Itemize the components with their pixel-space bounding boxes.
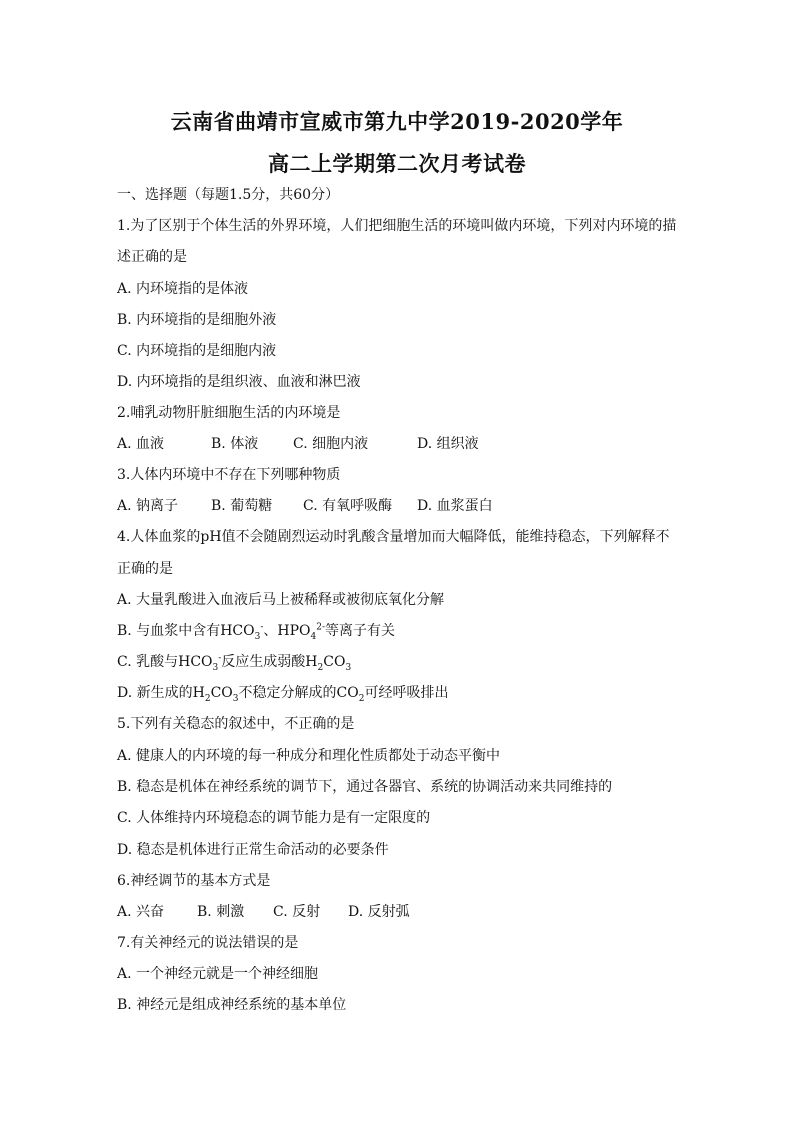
q4-b-text-1: B. 与血浆中含有HCO bbox=[117, 623, 255, 639]
q4-c-sub-3: 3 bbox=[212, 662, 219, 673]
q6-stem: 6.神经调节的基本方式是 bbox=[117, 873, 271, 889]
q4-b-sup-minus: - bbox=[260, 622, 264, 633]
q4-c-text-2: 反应生成弱酸H bbox=[221, 654, 318, 670]
exam-title-line2: 高二上学期第二次月考试卷 bbox=[268, 151, 526, 176]
q2-option-a: A. 血液 bbox=[117, 436, 165, 452]
q6-option-b: B. 刺激 bbox=[197, 904, 245, 920]
q1-option-b: B. 内环境指的是细胞外液 bbox=[117, 312, 277, 328]
q4-c-text-3: CO bbox=[323, 654, 346, 670]
q4-option-b bbox=[117, 621, 395, 641]
q7-option-b: B. 神经元是组成神经系统的基本单位 bbox=[117, 997, 347, 1013]
q3-option-c: C. 有氧呼吸酶 bbox=[303, 498, 393, 514]
q6-options bbox=[117, 902, 410, 922]
q1-stem-line1: 1.为了区别于个体生活的外界环境，人们把细胞生活的环境叫做内环境，下列对内环境的描 bbox=[117, 218, 677, 234]
q4-option-d bbox=[117, 683, 448, 703]
q1-stem-line2: 述正确的是 bbox=[117, 249, 187, 265]
q4-c-sup-minus: - bbox=[218, 653, 222, 664]
q4-d-sub-2b: 2 bbox=[358, 693, 365, 704]
q4-c-sub-3b: 3 bbox=[345, 662, 352, 673]
q1-option-c: C. 内环境指的是细胞内液 bbox=[117, 343, 277, 359]
q4-b-text-3: 等离子有关 bbox=[325, 623, 395, 639]
q5-stem: 5.下列有关稳态的叙述中，不正确的是 bbox=[117, 716, 355, 732]
q6-option-d: D. 反射弧 bbox=[348, 904, 410, 920]
q4-option-a: A. 大量乳酸进入血液后马上被稀释或被彻底氧化分解 bbox=[117, 592, 445, 608]
q7-stem: 7.有关神经元的说法错误的是 bbox=[117, 935, 299, 951]
q4-b-text-2: 、HPO bbox=[263, 623, 311, 639]
q4-option-c bbox=[117, 652, 351, 672]
q4-d-text-3: 不稳定分解成的CO bbox=[238, 685, 359, 701]
q4-d-text-1: D. 新生成的H bbox=[117, 685, 205, 701]
q4-d-text-2: CO bbox=[210, 685, 233, 701]
q5-option-b: B. 稳态是机体在神经系统的调节下，通过各器官、系统的协调活动来共同维持的 bbox=[117, 779, 613, 795]
q3-option-b: B. 葡萄糖 bbox=[211, 498, 273, 514]
q2-option-d: D. 组织液 bbox=[417, 436, 479, 452]
q4-b-sup-2minus: 2- bbox=[316, 622, 325, 633]
q4-stem-line2: 正确的是 bbox=[117, 561, 173, 577]
q2-options bbox=[117, 434, 479, 454]
q3-option-a: A. 钠离子 bbox=[117, 498, 179, 514]
q3-stem: 3.人体内环境中不存在下列哪种物质 bbox=[117, 467, 341, 483]
q5-option-d: D. 稳态是机体进行正常生命活动的必要条件 bbox=[117, 842, 389, 858]
q6-option-a: A. 兴奋 bbox=[117, 904, 165, 920]
q2-option-c: C. 细胞内液 bbox=[293, 436, 369, 452]
q5-option-a: A. 健康人的内环境的每一种成分和理化性质都处于动态平衡中 bbox=[117, 748, 501, 764]
q3-option-d: D. 血浆蛋白 bbox=[417, 498, 493, 514]
q1-option-d: D. 内环境指的是组织液、血液和淋巴液 bbox=[117, 374, 361, 390]
q4-c-sub-2: 2 bbox=[317, 662, 324, 673]
q4-d-sub-3: 3 bbox=[232, 693, 239, 704]
q2-option-b: B. 体液 bbox=[211, 436, 259, 452]
q5-option-c: C. 人体维持内环境稳态的调节能力是有一定限度的 bbox=[117, 810, 431, 826]
exam-title-line1: 云南省曲靖市宣威市第九中学2019-2020学年 bbox=[170, 109, 624, 134]
q4-b-sub-3: 3 bbox=[254, 631, 261, 642]
q4-d-sub-2: 2 bbox=[204, 693, 211, 704]
q4-c-text-1: C. 乳酸与HCO bbox=[117, 654, 213, 670]
q2-stem: 2.哺乳动物肝脏细胞生活的内环境是 bbox=[117, 405, 341, 421]
q4-d-text-4: 可经呼吸排出 bbox=[364, 685, 449, 701]
q7-option-a: A. 一个神经元就是一个神经细胞 bbox=[117, 966, 319, 982]
section-heading: 一、选择题（每题1.5分，共60分） bbox=[117, 187, 340, 203]
q4-stem-line1: 4.人体血浆的pH值不会随剧烈运动时乳酸含量增加而大幅降低，能维持稳态，下列解释不 bbox=[117, 529, 670, 545]
q1-option-a: A. 内环境指的是体液 bbox=[117, 281, 249, 297]
q3-options bbox=[117, 496, 493, 516]
q4-b-sub-4: 4 bbox=[310, 631, 317, 642]
q6-option-c: C. 反射 bbox=[273, 904, 321, 920]
